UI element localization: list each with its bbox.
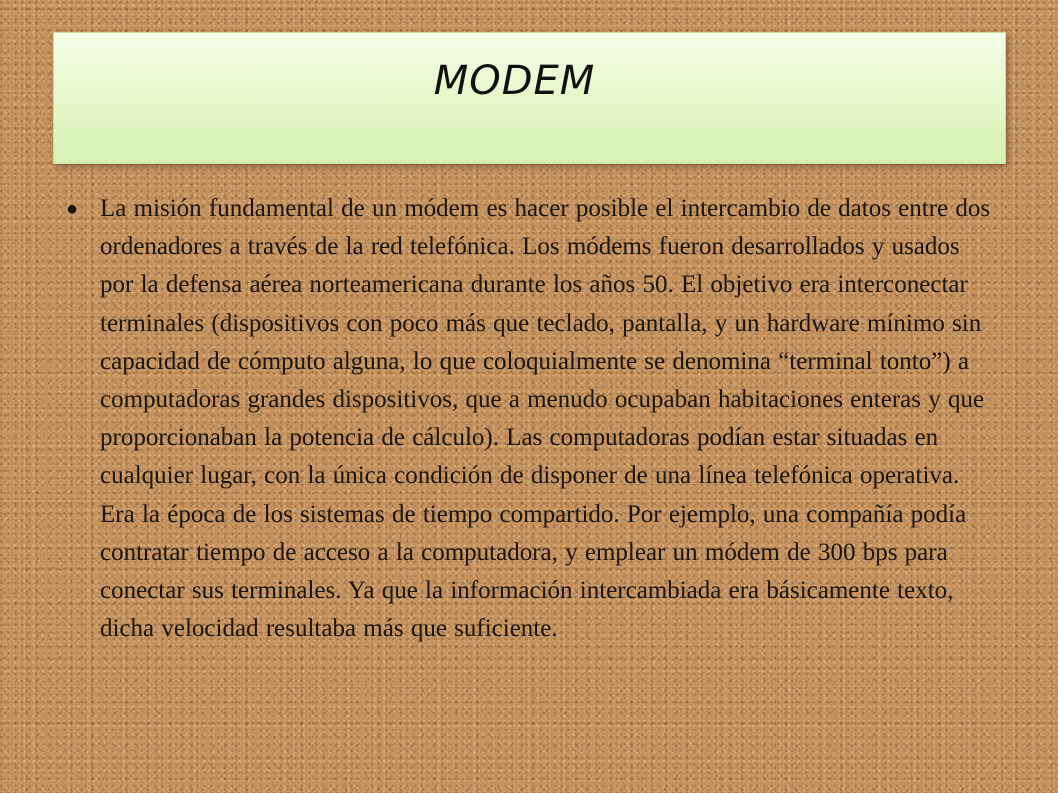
bullet-item — [64, 190, 994, 648]
slide-title: MODEM — [433, 58, 596, 104]
bullet-icon: ● — [66, 198, 79, 220]
title-box — [53, 32, 1006, 164]
slide-body — [64, 190, 994, 793]
bullet-text: La misión fundamental de un módem es hacer posible el intercambio de datos entre dos ordenadores a través de la red telefónica. Los módems fueron desarrollados y usados por la defensa aérea norteamericana durante los años 50. El objetivo era interconectar terminales (dispositivos con poco más que teclado, pantalla, y un hardware mínimo sin capacidad de cómputo alguna, lo que coloquialmente se denomina “terminal tonto”) a computadoras grandes dispositivos, que a menudo ocupaban habitaciones enteras y que proporcionaban la potencia de cálculo). Las computadoras podían estar situadas en cualquier lugar, con la única condición de disponer de una línea telefónica operativa. Era la época de los sistemas de tiempo compartido. Por ejemplo, una compañía podía contratar tiempo de acceso a la computadora, y emplear un módem de 300 bps para conectar sus terminales. Ya que la información intercambiada era básicamente texto, dicha velocidad resultaba más que suficiente. — [100, 195, 991, 643]
